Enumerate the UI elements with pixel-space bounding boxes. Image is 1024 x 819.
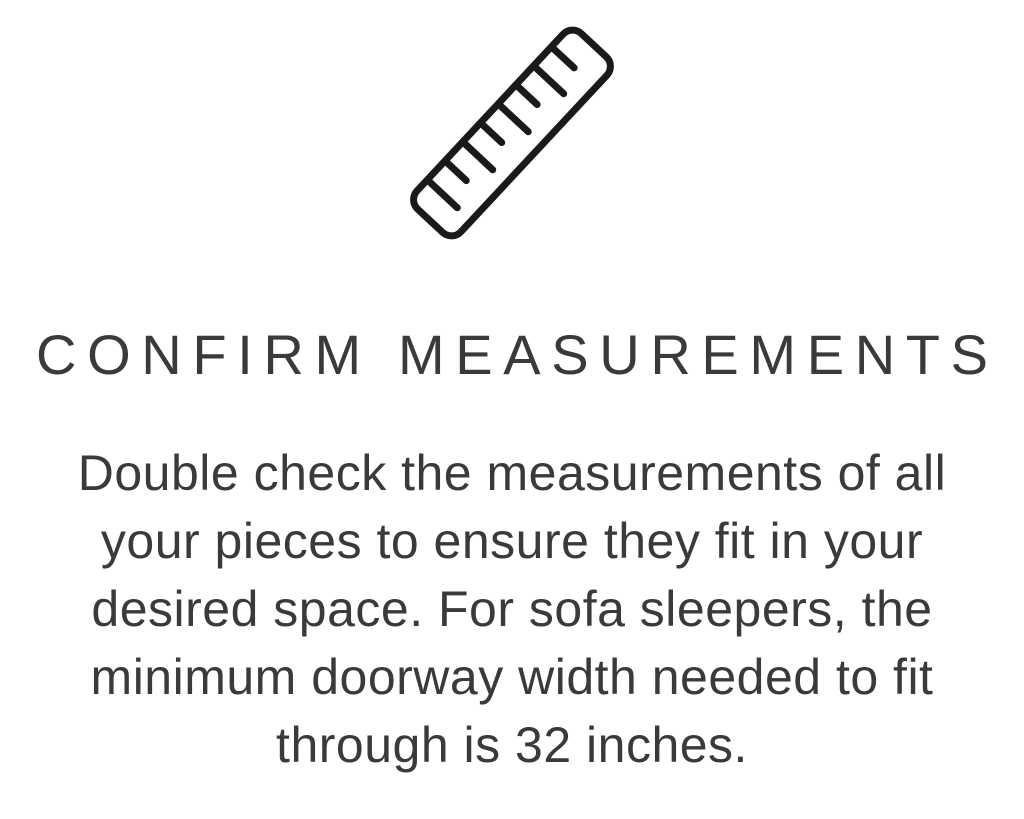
body-line: minimum doorway width needed to fit bbox=[90, 649, 934, 705]
body-line: desired space. For sofa sleepers, the bbox=[91, 581, 933, 637]
ruler-icon bbox=[402, 23, 622, 243]
section-heading: CONFIRM MEASUREMENTS bbox=[36, 323, 999, 386]
body-line: through is 32 inches. bbox=[276, 717, 748, 773]
body-line: Double check the measurements of all bbox=[77, 445, 947, 501]
section-body bbox=[0, 439, 1024, 779]
body-line: your pieces to ensure they fit in your bbox=[100, 513, 924, 569]
